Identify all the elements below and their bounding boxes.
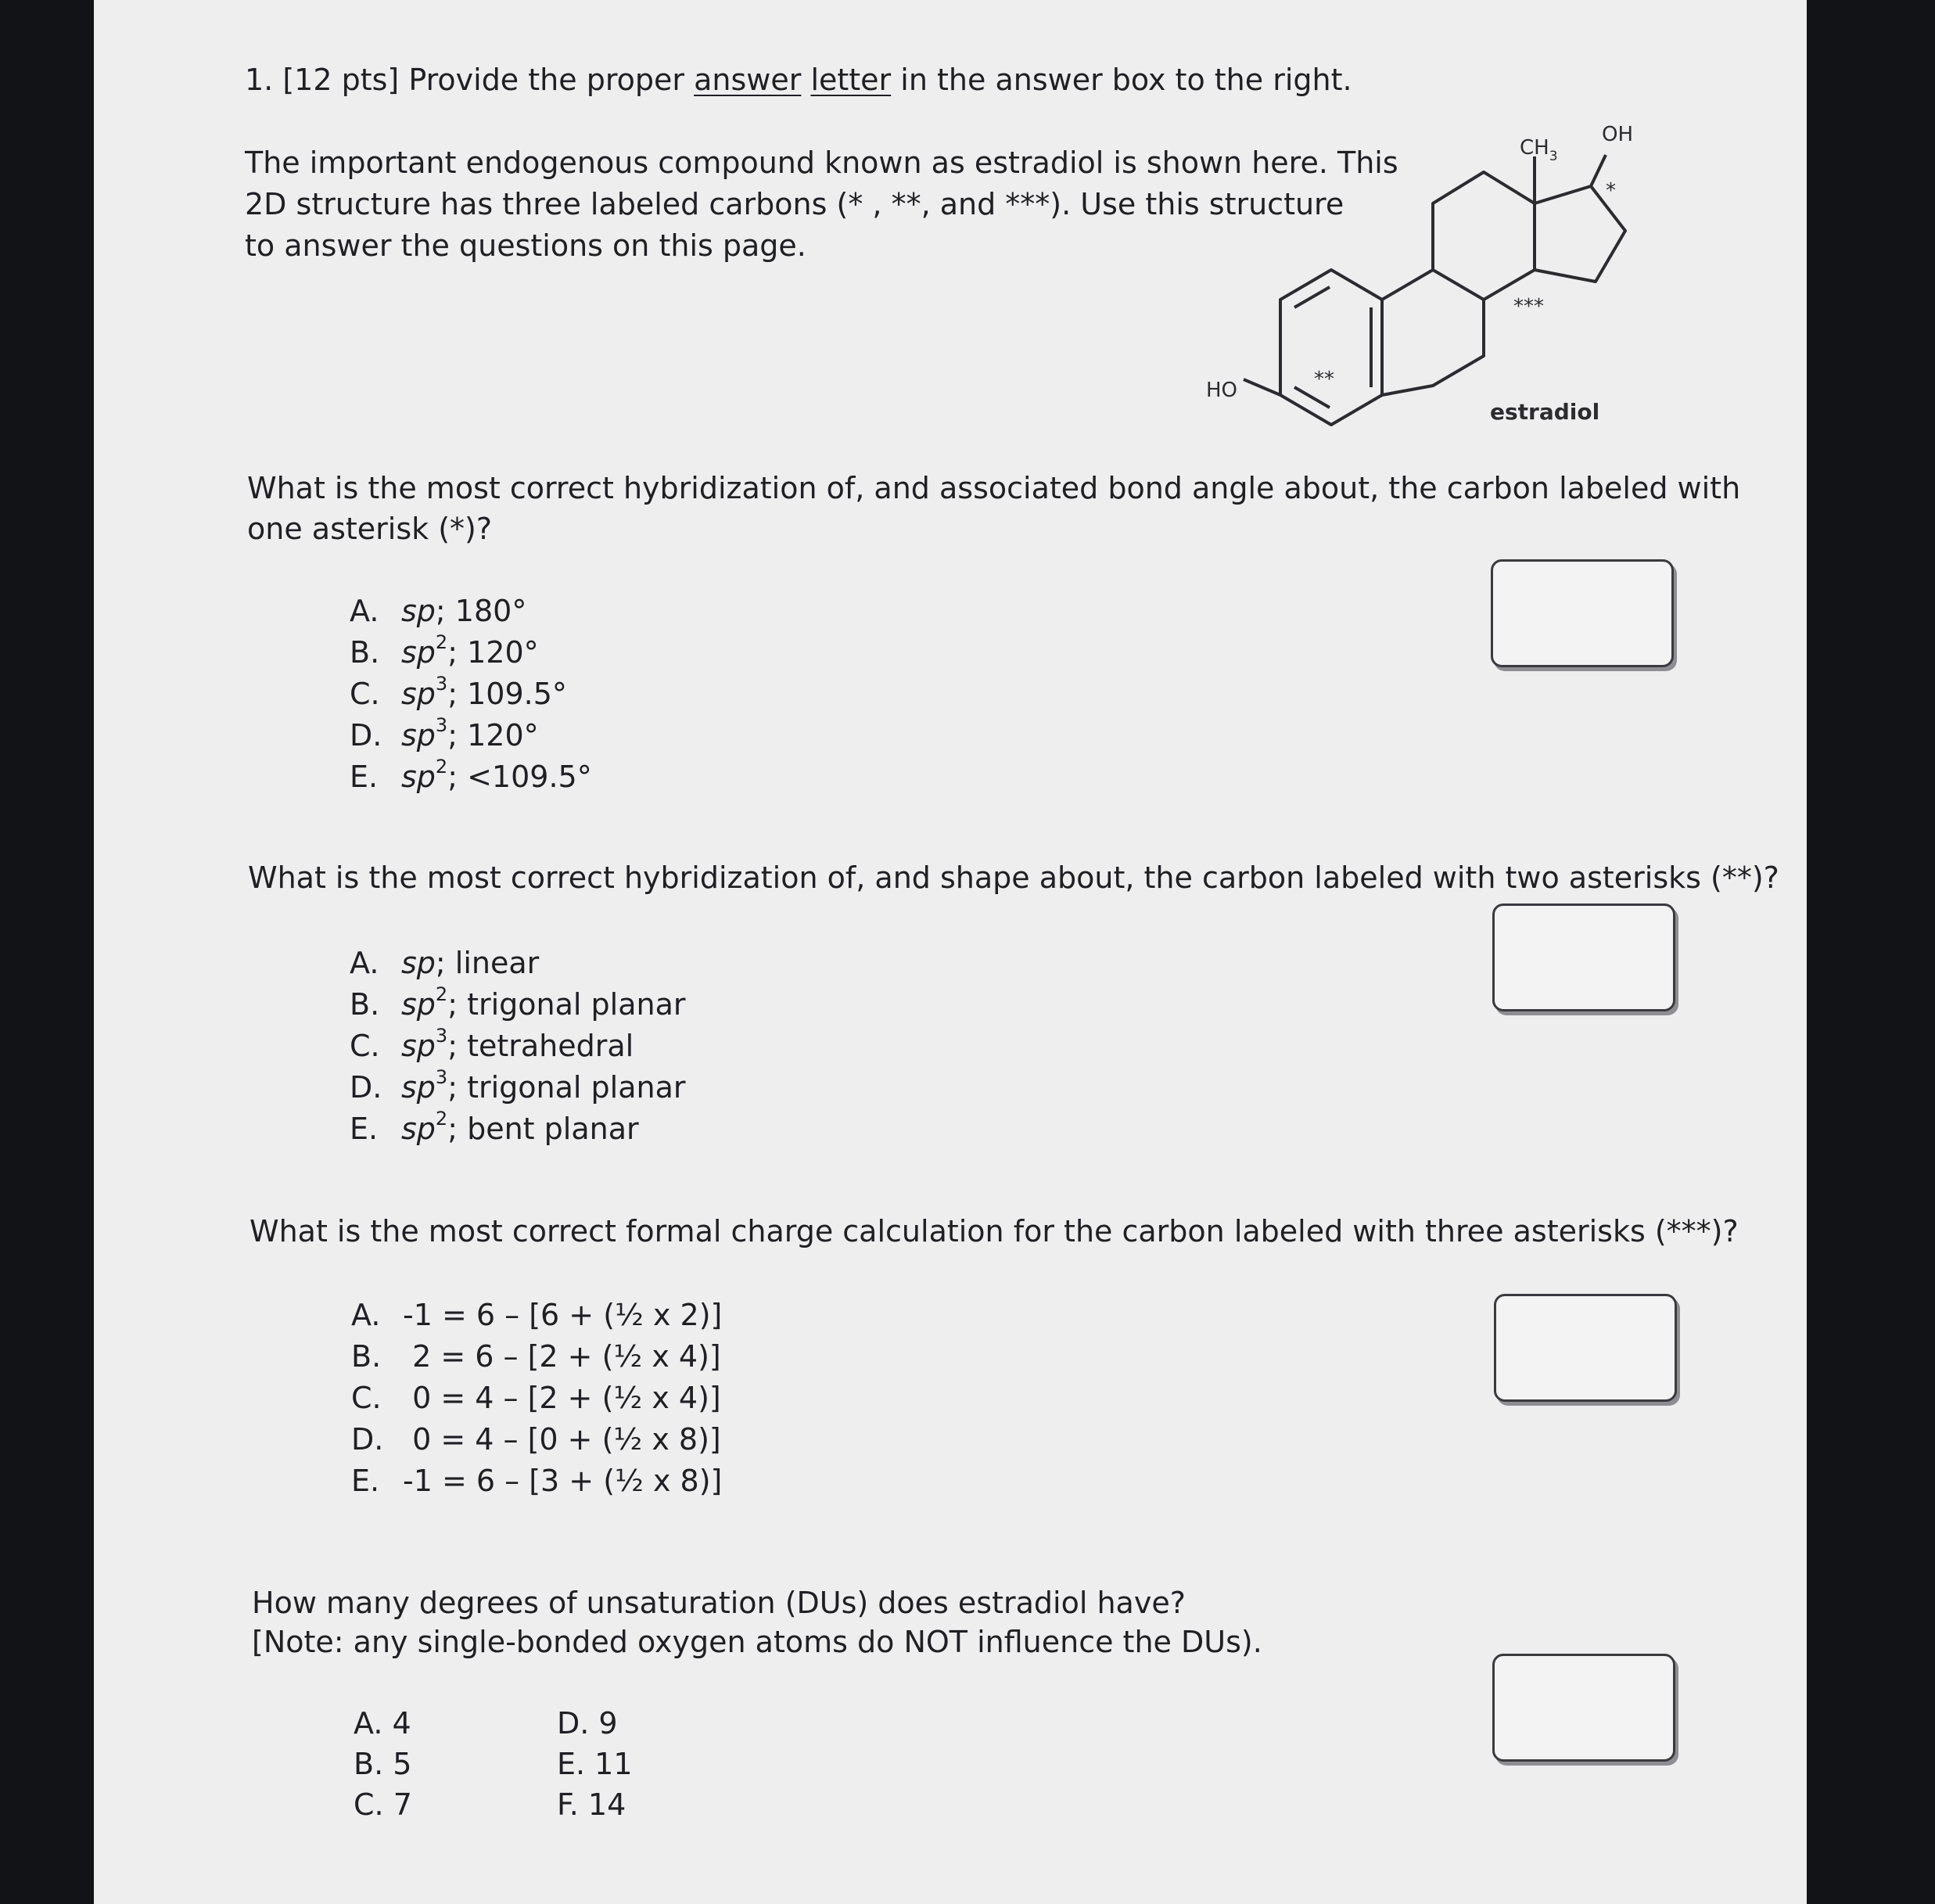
q1-prompt-line-1: What is the most correct hybridization of, and associated bond angle about, the carbon labeled with	[247, 471, 1741, 505]
q2-option-b: B. $sp^2$; trigonal planar	[350, 983, 686, 1022]
q3-option-e: E. -1 = 6 – [3 + (½ x 8)]	[351, 1464, 723, 1498]
intro-line-3: to answer the questions on this page.	[245, 228, 806, 263]
q3-prompt: What is the most correct formal charge calculation for the carbon labeled with three asterisks (***)?	[250, 1214, 1739, 1248]
estradiol-structure	[1189, 102, 1752, 430]
q4-option-f: F. 14	[557, 1787, 626, 1822]
q2-option-a: A. sp; linear	[350, 946, 540, 980]
intro-line-2: 2D structure has three labeled carbons (* , **, and ***). Use this structure	[245, 187, 1344, 221]
question-header: 1. [12 pts] Provide the proper answer letter in the answer box to the right.	[245, 63, 1352, 97]
q1-option-e: E. $sp^2$; <109.5°	[350, 756, 592, 794]
oh-label: OH	[1602, 123, 1634, 146]
q3-option-a: A. -1 = 6 – [6 + (½ x 2)]	[351, 1298, 723, 1332]
q3-answer-box[interactable]	[1494, 1294, 1677, 1402]
structure-name: estradiol	[1490, 399, 1600, 425]
exam-page	[94, 0, 1807, 1904]
star-one-label: *	[1606, 179, 1616, 203]
star-two-label: **	[1314, 368, 1334, 391]
q4-prompt-line-2: [Note: any single-bonded oxygen atoms do NOT influence the DUs).	[252, 1625, 1262, 1659]
q3-option-c: C. 0 = 4 – [2 + (½ x 4)]	[351, 1381, 721, 1415]
q1-option-d: D. $sp^3$; 120°	[350, 714, 539, 753]
q1-prompt-line-2: one asterisk (*)?	[247, 512, 493, 546]
q3-option-b: B. 2 = 6 – [2 + (½ x 4)]	[351, 1339, 721, 1374]
q4-prompt-line-1: How many degrees of unsaturation (DUs) does estradiol have?	[252, 1586, 1186, 1620]
q1-option-c: C. $sp^3$; 109.5°	[350, 673, 567, 711]
q4-answer-box[interactable]	[1492, 1654, 1675, 1762]
q2-prompt: What is the most correct hybridization of, and shape about, the carbon labeled with two asterisks (**)?	[248, 860, 1779, 895]
star-three-label: ***	[1513, 295, 1544, 318]
methyl-label: $CH_3$	[1520, 136, 1558, 164]
q4-option-e: E. 11	[557, 1747, 633, 1781]
q2-option-c: C. $sp^3$; tetrahedral	[350, 1025, 634, 1063]
q1-option-b: B. $sp^2$; 120°	[350, 631, 539, 670]
q1-option-a: A. sp; 180°	[350, 594, 527, 628]
q2-answer-box[interactable]	[1492, 904, 1675, 1011]
q1-answer-box[interactable]	[1491, 559, 1674, 667]
q4-option-a: A. 4	[354, 1706, 411, 1741]
intro-line-1: The important endogenous compound known as estradiol is shown here. This	[245, 145, 1398, 180]
q2-option-d: D. $sp^3$; trigonal planar	[350, 1066, 686, 1105]
q2-option-e: E. $sp^2$; bent planar	[350, 1108, 639, 1146]
q4-option-b: B. 5	[354, 1747, 412, 1781]
q4-option-d: D. 9	[557, 1706, 618, 1741]
q4-option-c: C. 7	[354, 1787, 412, 1822]
ho-label: HO	[1206, 379, 1238, 402]
q3-option-d: D. 0 = 4 – [0 + (½ x 8)]	[351, 1422, 721, 1457]
